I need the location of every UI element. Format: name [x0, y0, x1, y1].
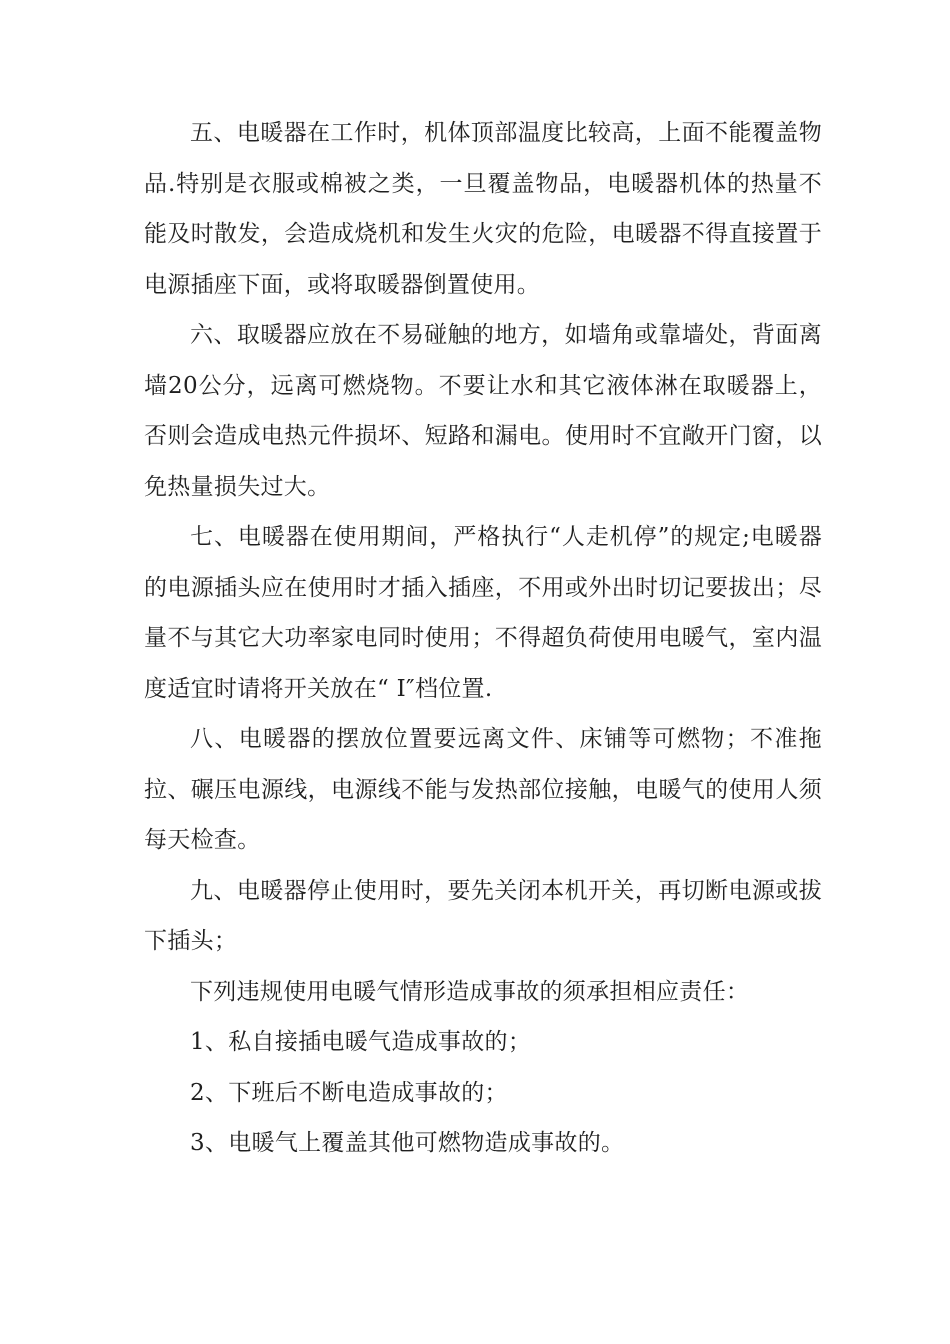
paragraph-item-6: 六、取暖器应放在不易碰触的地方，如墙角或靠墙处，背面离墙20公分，远离可燃烧物。不要让水和其它液体淋在取暖器上，否则会造成电热元件损坏、短路和漏电。使用时不宜敞开门窗，以免热量损失过大。: [144, 322, 822, 500]
liability-intro: 下列违规使用电暖气情形造成事故的须承担相应责任：: [190, 978, 750, 1005]
liability-section: [144, 967, 822, 1169]
liability-item-2: 2、下班后不断电造成事故的；: [190, 1079, 508, 1106]
paragraph-item-7: 七、电暖器在使用期间，严格执行“人走机停”的规定;电暖器的电源插头应在使用时才插入插座，不用或外出时切记要拔出；尽量不与其它大功率家电同时使用；不得超负荷使用电暖气，室内温度适宜时请将开关放在“ I″档位置.: [144, 524, 822, 702]
liability-item-3: 3、电暖气上覆盖其他可燃物造成事故的。: [190, 1130, 625, 1156]
paragraph-item-9: 九、电暖器停止使用时，要先关闭本机开关，再切断电源或拔下插头；: [144, 877, 822, 954]
paragraph-item-8: 八、电暖器的摆放位置要远离文件、床铺等可燃物；不准拖拉、碾压电源线，电源线不能与发热部位接触，电暖气的使用人须每天检查。: [144, 726, 822, 853]
paragraph-item-5: 五、电暖器在工作时，机体顶部温度比较高，上面不能覆盖物品.特别是衣服或棉被之类，一旦覆盖物品，电暖器机体的热量不能及时散发，会造成烧机和发生火灾的危险，电暖器不得直接置于电源插座下面，或将取暖器倒置使用。: [144, 120, 822, 298]
document-body: [144, 108, 822, 1169]
liability-item-1: 1、私自接插电暖气造成事故的；: [190, 1029, 532, 1055]
